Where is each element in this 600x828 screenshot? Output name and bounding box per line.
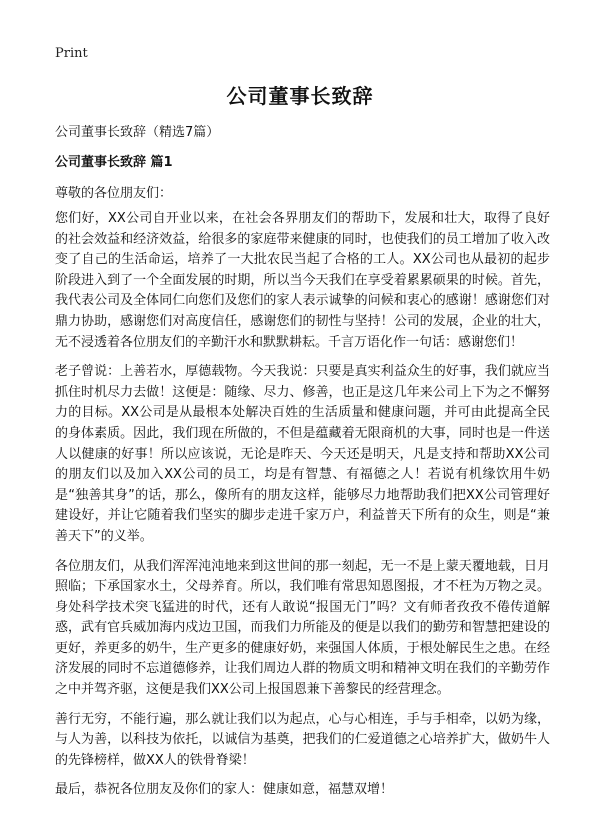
- document-body: [55, 209, 550, 810]
- document-subtitle: 公司董事长致辞（精选7篇）: [55, 125, 220, 140]
- section-heading: 公司董事长致辞 篇1: [55, 155, 173, 170]
- paragraph-2: 老子曾说：上善若水，厚德载物。今天我说：只要是真实利益众生的好事，我们就应当抓住时机尽力去做！这便是：随缘、尽力、修善，也正是这几年来公司上下为之不懈努力的目标。XX公司是从最根本处解决百姓的生活质量和健康问题，并可由此提高全民的身体素质。因此，我们现在所做的，不但是蕴藏着无限商机的大事，同时也是一件送人以健康的好事！所以应该说，无论是昨天、今天还是明天，凡是支持和帮助XX公司的朋友们以及加入XX公司的员工，均是有智慧、有福德之人！若说有机缘饮用牛奶是“独善其身”的话，那么，像所有的朋友这样，能够尽力地帮助我们把XX公司管理好建设好，并让它随着我们坚实的脚步走进千家万户，利益普天下所有的众生，则是“兼善天下”的义举。: [55, 364, 550, 544]
- print-link[interactable]: Print: [55, 46, 88, 61]
- greeting-line: 尊敬的各位朋友们：: [55, 186, 173, 201]
- paragraph-1: 您们好，XX公司自开业以来，在社会各界朋友们的帮助下，发展和壮大，取得了良好的社会效益和经济效益，给很多的家庭带来健康的同时，也使我们的员工增加了收入改变了自己的生活命运，培养了一大批农民当起了合格的工人。XX公司也从最初的起步阶段进入到了一个全面发展的时期，所以当今天我们在享受着累累硕果的时候。首先，我代表公司及全体同仁向您们及您们的家人表示诚挚的问候和衷心的感谢！感谢您们对鼎力协助，感谢您们对高度信任，感谢您们的韧性与坚持！公司的发展，企业的壮大，无不浸透着各位朋友们的辛勤汗水和默默耕耘。千言万语化作一句话：感谢您们！: [55, 211, 550, 350]
- paragraph-4: 善行无穷，不能行遍，那么就让我们以为起点，心与心相连，手与手相牵，以奶为缘，与人为善，以科技为依托，以诚信为基奠，把我们的仁爱道德之心培养扩大，做奶牛人的先锋榜样，做XX人的铁骨脊梁！: [55, 711, 550, 768]
- page-title: 公司董事长致辞: [226, 84, 374, 108]
- paragraph-3: 各位朋友们，从我们浑浑沌沌地来到这世间的那一刻起，无一不是上蒙天覆地载，日月照临；下承国家水土，父母养育。所以，我们唯有常思知恩图报，才不枉为万物之灵。身处科学技术突飞猛进的时代，还有人敢说“报国无门”吗？文有师者孜孜不倦传道解惑，武有官兵威加海内戍边卫国，而我们力所能及的便是以我们的勤劳和智慧把建设的更好，养更多的奶牛，生产更多的健康好奶，来强国人体质，于根处解民生之患。在经济发展的同时不忘道德修养，让我们周边人群的物质文明和精神文明在我们的辛勤劳作之中并驾齐驱，这便是我们XX公司上报国恩兼下善黎民的经营理念。: [55, 558, 550, 698]
- paragraph-5: 最后，恭祝各位朋友及你们的家人：健康如意，福慧双增！: [55, 782, 394, 798]
